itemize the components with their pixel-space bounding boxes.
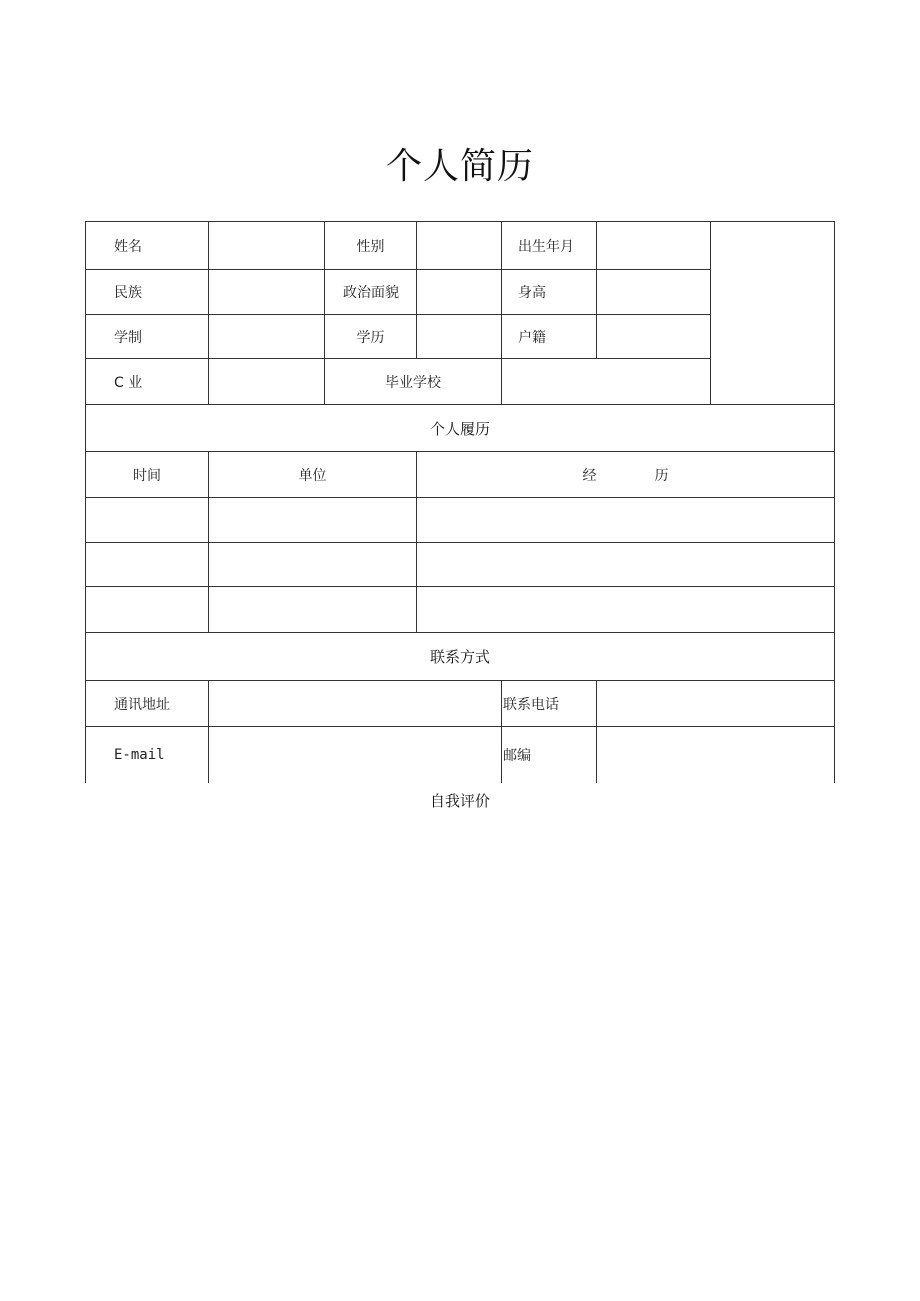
history-exp-field[interactable] [417,498,835,543]
history-exp-field[interactable] [417,543,835,587]
photo-box[interactable] [711,222,835,405]
education-field[interactable] [417,315,502,359]
contact-heading: 联系方式 [86,633,835,681]
history-unit-field[interactable] [209,543,417,587]
political-label: 政治面貌 [325,270,417,315]
postcode-label: 邮编 [502,727,597,783]
history-col-exp-part1: 经 [582,467,597,484]
address-field[interactable] [209,681,502,727]
self-eval-heading: 自我评价 [429,792,490,810]
postcode-field[interactable] [597,727,835,783]
address-label: 通讯地址 [86,681,209,727]
email-field[interactable] [209,727,502,783]
email-label: E-mail [86,727,209,783]
history-time-field[interactable] [86,543,209,587]
history-row [86,587,835,633]
schooling-field[interactable] [209,315,325,359]
name-label: 姓名 [86,222,209,270]
gender-label: 性别 [325,222,417,270]
resume-form [85,221,834,783]
history-row [86,543,835,587]
phone-field[interactable] [597,681,835,727]
school-label: 毕业学校 [325,359,502,405]
birth-field[interactable] [597,222,711,270]
resume-table [85,221,835,783]
history-heading: 个人履历 [86,405,835,452]
name-field[interactable] [209,222,325,270]
hukou-field[interactable] [597,315,711,359]
history-col-experience [417,452,835,498]
history-unit-field[interactable] [209,587,417,633]
ethnicity-label: 民族 [86,270,209,315]
height-field[interactable] [597,270,711,315]
history-time-field[interactable] [86,587,209,633]
education-label: 学历 [325,315,417,359]
major-field[interactable] [209,359,325,405]
history-col-time: 时间 [86,452,209,498]
history-row [86,498,835,543]
ethnicity-field[interactable] [209,270,325,315]
phone-label: 联系电话 [502,681,597,727]
history-col-exp-part2: 历 [654,467,669,484]
page-title: 个人简历 [385,146,534,187]
hukou-label: 户籍 [502,315,597,359]
height-label: 身高 [502,270,597,315]
history-exp-field[interactable] [417,587,835,633]
gender-field[interactable] [417,222,502,270]
school-field[interactable] [502,359,711,405]
birth-label: 出生年月 [502,222,597,270]
history-unit-field[interactable] [209,498,417,543]
history-time-field[interactable] [86,498,209,543]
political-field[interactable] [417,270,502,315]
history-col-unit: 单位 [209,452,417,498]
schooling-label: 学制 [86,315,209,359]
major-label: C 业 [86,359,209,405]
